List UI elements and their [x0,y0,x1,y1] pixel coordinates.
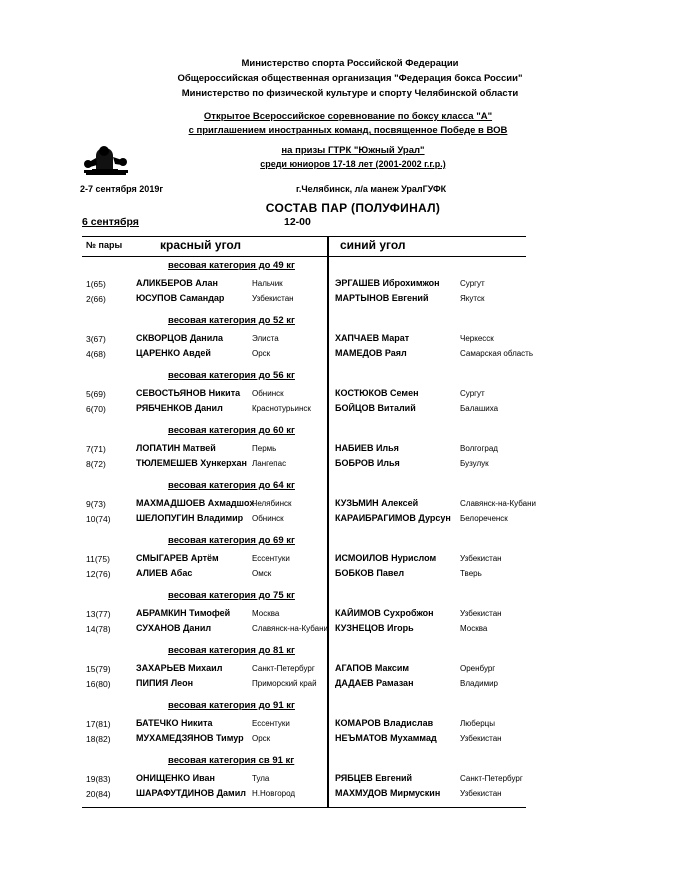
pair-number: 5(69) [86,389,106,399]
blue-corner-city: Владимир [460,679,499,688]
blue-corner-name: АГАПОВ Максим [335,663,410,673]
table-row [82,277,526,292]
red-corner-city: Челябинск [252,499,292,508]
pairs-table [82,236,536,808]
red-corner-name: СУХАНОВ Данил [136,623,212,633]
table-row [82,512,526,527]
event-place: г.Челябинск, л/а манеж УралГУФК [296,184,447,194]
blue-corner-city: Тверь [460,569,482,578]
blue-corner-city: Люберцы [460,719,495,728]
table-row [82,732,526,747]
blue-corner-city: Бузулук [460,459,489,468]
red-corner-city: Приморский край [252,679,317,688]
pair-number: 16(80) [86,679,111,689]
blue-corner-name: МАХМУДОВ Мирмускин [335,788,441,798]
blue-corner-city: Черкесск [460,334,494,343]
red-corner-name: СЕВОСТЬЯНОВ Никита [136,388,241,398]
boxer-emblem-icon [82,140,130,180]
document-content [78,56,608,808]
ministry-header [92,56,608,101]
blue-corner-name: РЯБЦЕВ Евгений [335,773,413,783]
blue-corner-city: Санкт-Петербург [460,774,523,783]
age-line: среди юниоров 17-18 лет (2001-2002 г.г.р.) [260,159,446,169]
red-corner-city: Тула [252,774,270,783]
table-header-row [82,237,526,257]
pair-number: 14(78) [86,624,111,634]
table-row [82,387,526,402]
group-spacer [82,802,526,807]
pair-number: 12(76) [86,569,111,579]
pair-number: 2(66) [86,294,106,304]
red-corner-city: Н.Новгород [252,789,296,798]
competition-title [88,110,608,138]
weight-category-row [82,257,526,277]
red-corner-name: ШАРАФУТДИНОВ Дамил [136,788,246,798]
red-corner-name: МУХАМЕДЗЯНОВ Тимур [136,733,244,743]
blue-corner-city: Якутск [460,294,485,303]
blue-corner-name: ИСМОИЛОВ Нурислом [335,553,437,563]
table-row [82,607,526,622]
competition-title-line-1: Открытое Всероссийское соревнование по боксу класса "А" [203,111,493,122]
pair-number: 3(67) [86,334,106,344]
weight-category-label: весовая категория св 91 кг [168,755,295,766]
table-row [82,347,534,362]
day-time-row [78,216,608,234]
red-corner-city: Пермь [252,444,277,453]
table-row [82,787,526,802]
weight-category-row [82,422,526,442]
header-line-3: Министерство по физической культуре и спорту Челябинской области [181,88,519,99]
red-corner-city: Ессентуки [252,719,290,728]
date-place-row [78,184,608,200]
red-corner-city: Нальчик [252,279,283,288]
pair-number: 20(84) [86,789,111,799]
red-corner-name: АЛИЕВ Абас [136,568,193,578]
table-row [82,292,526,307]
event-time: 12-00 [284,216,311,228]
blue-corner-city: Белореченск [460,514,508,523]
red-corner-city: Омск [252,569,272,578]
weight-category-row [82,367,526,387]
red-corner-city: Москва [252,609,280,618]
table-row [82,552,526,567]
weight-category-label: весовая категория до 81 кг [168,645,295,656]
blue-corner-city: Сургут [460,389,485,398]
header-line-2: Общероссийская общественная организация "Федерация бокса России" [177,73,523,84]
red-corner-name: ЦАРЕНКО Авдей [136,348,211,358]
red-corner-name: ОНИЩЕНКО Иван [136,773,215,783]
pair-number: 18(82) [86,734,111,744]
blue-corner-name: МАРТЫНОВ Евгений [335,293,429,303]
weight-category-label: весовая категория до 60 кг [168,425,295,436]
table-row [82,567,526,582]
red-corner-city: Узбекистан [252,294,294,303]
red-corner-name: СМЫГАРЕВ Артём [136,553,219,563]
red-corner-name: АБРАМКИН Тимофей [136,608,231,618]
table-row [82,772,526,787]
pair-number: 10(74) [86,514,111,524]
event-dates: 2-7 сентября 2019г [80,184,164,194]
blue-corner-city: Славянск-на-Кубани [460,499,536,508]
pair-number: 7(71) [86,444,106,454]
table-row [82,622,526,637]
red-corner-name: ТЮЛЕМЕШЕВ Хункерхан [136,458,247,468]
blue-corner-name: БОБКОВ Павел [335,568,405,578]
prize-line: на призы ГТРК "Южный Урал" [281,145,425,156]
red-corner-name: ЮСУПОВ Самандар [136,293,225,303]
weight-category-row [82,642,526,662]
pair-number: 4(68) [86,349,106,359]
blue-corner-city: Москва [460,624,488,633]
red-corner-city: Ессентуки [252,554,290,563]
red-corner-city: Орск [252,734,271,743]
blue-corner-city: Узбекистан [460,789,502,798]
red-corner-city: Обнинск [252,514,284,523]
red-corner-city: Славянск-на-Кубани [252,624,328,633]
blue-corner-name: КУЗНЕЦОВ Игорь [335,623,414,633]
red-corner-name: МАХМАДШОЕВ Ахмадшох [136,498,255,508]
blue-corner-city: Сургут [460,279,485,288]
blue-corner-name: ЭРГАШЕВ Иброхимжон [335,278,440,288]
section-title: СОСТАВ ПАР (ПОЛУФИНАЛ) [265,201,441,215]
blue-corner-name: КАЙИМОВ Сухробжон [335,608,434,618]
table-row [82,442,526,457]
event-day: 6 сентября [82,216,139,228]
pair-number: 8(72) [86,459,106,469]
blue-corner-name: БОБРОВ Илья [335,458,400,468]
table-row [82,677,526,692]
red-corner-name: ЛОПАТИН Матвей [136,443,216,453]
pair-number: 6(70) [86,404,106,414]
pair-number: 19(83) [86,774,111,784]
weight-category-row [82,697,526,717]
weight-category-label: весовая категория до 75 кг [168,590,295,601]
weight-category-row [82,312,526,332]
red-corner-name: ШЕЛОПУГИН Владимир [136,513,244,523]
pair-number: 17(81) [86,719,111,729]
header-line-1: Министерство спорта Российской Федерации [241,58,459,69]
table-body [82,257,536,807]
weight-category-label: весовая категория до 91 кг [168,700,295,711]
blue-corner-city: Узбекистан [460,554,502,563]
red-corner-city: Санкт-Петербург [252,664,315,673]
table-row [82,402,526,417]
column-header-red-corner: красный угол [160,238,242,252]
table-row [82,662,526,677]
weight-category-label: весовая категория до 69 кг [168,535,295,546]
blue-corner-name: НАБИЕВ Илья [335,443,399,453]
blue-corner-city: Самарская область [460,349,534,358]
red-corner-city: Обнинск [252,389,284,398]
red-corner-city: Краснотурьинск [252,404,311,413]
blue-corner-name: МАМЕДОВ Раял [335,348,407,358]
table-row [82,457,526,472]
blue-corner-name: НЕЪМАТОВ Мухаммад [335,733,437,743]
table-row [82,332,526,347]
weight-category-row [82,752,526,772]
red-corner-name: АЛИКБЕРОВ Алан [136,278,218,288]
pair-number: 13(77) [86,609,111,619]
blue-corner-city: Оренбург [460,664,496,673]
column-header-blue-corner: синий угол [340,238,406,252]
column-header-pair-number: № пары [86,240,123,250]
table-row [82,717,526,732]
pair-number: 11(75) [86,554,110,564]
red-corner-name: СКВОРЦОВ Данила [136,333,223,343]
weight-category-label: весовая категория до 64 кг [168,480,295,491]
pair-number: 15(79) [86,664,111,674]
blue-corner-name: БОЙЦОВ Виталий [335,403,416,413]
red-corner-city: Лангепас [252,459,287,468]
weight-category-row [82,587,526,607]
red-corner-name: БАТЕЧКО Никита [136,718,213,728]
weight-category-row [82,532,526,552]
red-corner-name: ЗАХАРЬЕВ Михаил [136,663,223,673]
blue-corner-city: Узбекистан [460,609,502,618]
table-row [82,497,536,512]
weight-category-row [82,477,526,497]
competition-title-line-2: с приглашением иностранных команд, посвященное Победе в ВОВ [188,125,508,136]
blue-corner-city: Балашиха [460,404,499,413]
blue-corner-name: ДАДАЕВ Рамазан [335,678,414,688]
blue-corner-name: КУЗЬМИН Алексей [335,498,419,508]
blue-corner-name: ХАПЧАЕВ Марат [335,333,410,343]
blue-corner-name: КОМАРОВ Владислав [335,718,434,728]
weight-category-label: весовая категория до 49 кг [168,260,295,271]
blue-corner-city: Узбекистан [460,734,502,743]
weight-category-label: весовая категория до 52 кг [168,315,295,326]
weight-category-label: весовая категория до 56 кг [168,370,295,381]
emblem-row [78,140,608,182]
pair-number: 9(73) [86,499,106,509]
red-corner-name: РЯБЧЕНКОВ Данил [136,403,223,413]
blue-corner-city: Волгоград [460,444,498,453]
red-corner-city: Элиста [252,334,279,343]
red-corner-name: ПИПИЯ Леон [136,678,194,688]
blue-corner-name: КОСТЮКОВ Семен [335,388,419,398]
red-corner-city: Орск [252,349,271,358]
blue-corner-name: КАРАИБРАГИМОВ Дурсун [335,513,451,523]
pair-number: 1(65) [86,279,106,289]
